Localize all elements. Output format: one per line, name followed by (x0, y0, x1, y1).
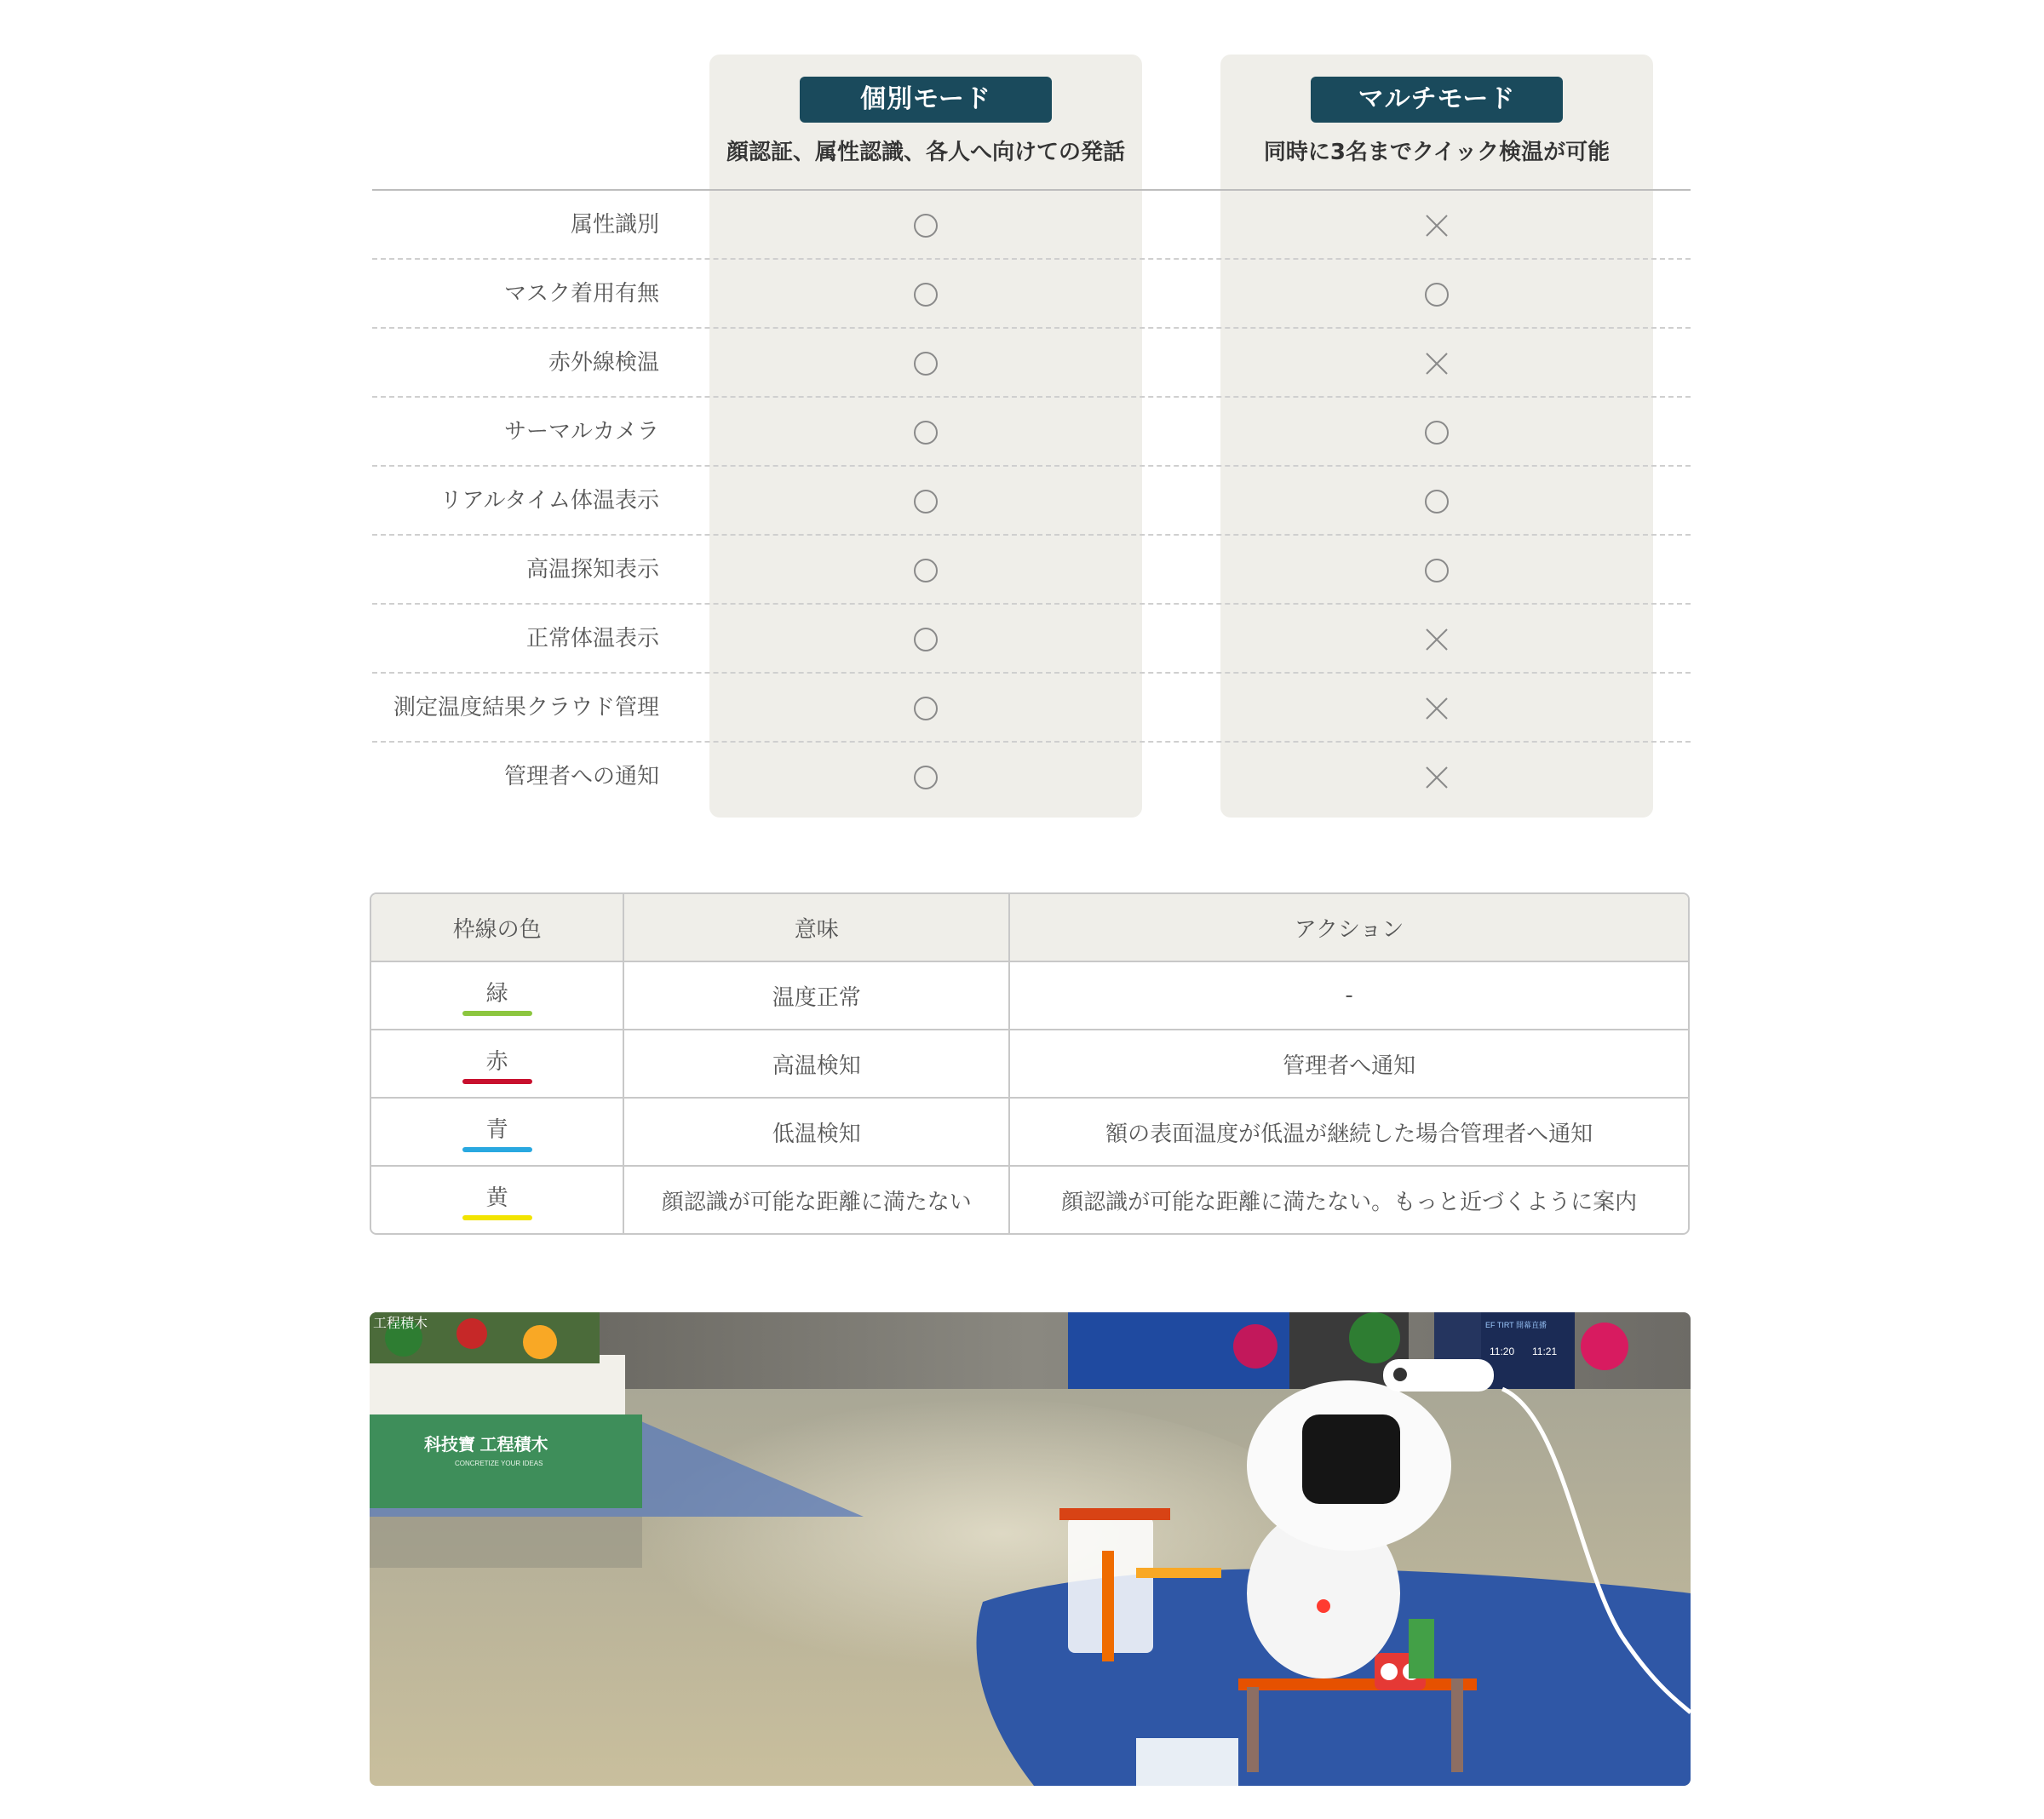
screen-time-left: 11:20 (1490, 1346, 1515, 1357)
legend-meaning: 顔認識が可能な距離に満たない (624, 1167, 1010, 1233)
photo-illustration (370, 1312, 1691, 1786)
multi-mode-header (1220, 77, 1653, 166)
cross-icon (1220, 329, 1653, 398)
feature-label: サーマルカメラ (503, 419, 659, 445)
legend-action: 管理者へ通知 (1010, 1030, 1688, 1099)
circle-icon (1220, 536, 1653, 605)
robot-booth-photo (370, 1312, 1691, 1786)
feature-row (372, 605, 1691, 674)
legend-action: 額の表面温度が低温が継続した場合管理者へ通知 (1010, 1099, 1688, 1167)
multi-mode-description: 同時に3名までクイック検温が可能 (1263, 140, 1611, 165)
feature-label: 属性識別 (570, 212, 659, 238)
cross-icon (1220, 674, 1653, 743)
booth-top-label: 工程積木 (373, 1317, 428, 1331)
legend-row (371, 1030, 1688, 1099)
legend-row (371, 1167, 1688, 1233)
individual-mode-description: 顔認証、属性認識、各人へ向けての発話 (726, 140, 1125, 165)
feature-label: リアルタイム体温表示 (439, 488, 659, 514)
multi-mode-badge: マルチモード (1311, 77, 1563, 123)
legend-meaning: 低温検知 (624, 1099, 1010, 1167)
circle-icon (709, 536, 1142, 605)
color-swatch (462, 1011, 532, 1016)
legend-color-cell (371, 1030, 624, 1099)
cross-icon (1220, 191, 1653, 260)
legend-color-cell (371, 962, 624, 1030)
color-swatch (462, 1215, 532, 1220)
feature-row (372, 743, 1691, 812)
feature-label: 高温探知表示 (525, 557, 659, 582)
circle-icon (709, 467, 1142, 536)
mode-comparison (0, 0, 2044, 852)
legend-row (371, 1099, 1688, 1167)
legend-action: - (1010, 962, 1688, 1030)
legend-header-color: 枠線の色 (371, 894, 624, 962)
booth-sign-text: 科技寶 工程積木 (424, 1436, 548, 1455)
feature-row (372, 329, 1691, 398)
feature-label: 赤外線検温 (548, 350, 659, 376)
feature-row (372, 191, 1691, 260)
circle-icon (709, 191, 1142, 260)
individual-mode-badge: 個別モード (800, 77, 1052, 123)
legend-meaning: 高温検知 (624, 1030, 1010, 1099)
circle-icon (1220, 467, 1653, 536)
color-name: 黄 (485, 1185, 508, 1211)
feature-label: 正常体温表示 (525, 626, 659, 651)
legend-header-row (371, 894, 1688, 962)
individual-mode-header (709, 77, 1142, 166)
color-name: 青 (485, 1116, 508, 1143)
screen-text: EF TIRT 開幕直播 (1485, 1321, 1547, 1329)
circle-icon (709, 398, 1142, 467)
legend-row (371, 962, 1688, 1030)
legend-color-cell (371, 1099, 624, 1167)
circle-icon (709, 329, 1142, 398)
feature-label: 測定温度結果クラウド管理 (393, 695, 659, 720)
circle-icon (709, 605, 1142, 674)
color-swatch (462, 1147, 532, 1152)
booth-sub-text: CONCRETIZE YOUR IDEAS (455, 1460, 543, 1467)
color-name: 赤 (485, 1048, 508, 1075)
circle-icon (709, 743, 1142, 812)
legend-color-cell (371, 1167, 624, 1233)
cross-icon (1220, 743, 1653, 812)
legend-header-action: アクション (1010, 894, 1688, 962)
frame-color-legend (370, 892, 1690, 1235)
legend-action: 顔認識が可能な距離に満たない。もっと近づくように案内 (1061, 1189, 1638, 1215)
circle-icon (1220, 398, 1653, 467)
circle-icon (709, 674, 1142, 743)
color-name: 緑 (485, 980, 508, 1007)
feature-row (372, 674, 1691, 743)
legend-header-meaning: 意味 (624, 894, 1010, 962)
feature-label: 管理者への通知 (503, 764, 659, 789)
circle-icon (709, 260, 1142, 329)
legend-meaning: 温度正常 (624, 962, 1010, 1030)
feature-row (372, 260, 1691, 329)
feature-label: マスク着用有無 (503, 281, 659, 307)
feature-row (372, 467, 1691, 536)
color-swatch (462, 1079, 532, 1084)
feature-row (372, 536, 1691, 605)
screen-time-right: 11:21 (1532, 1346, 1558, 1357)
circle-icon (1220, 260, 1653, 329)
feature-row (372, 398, 1691, 467)
cross-icon (1220, 605, 1653, 674)
